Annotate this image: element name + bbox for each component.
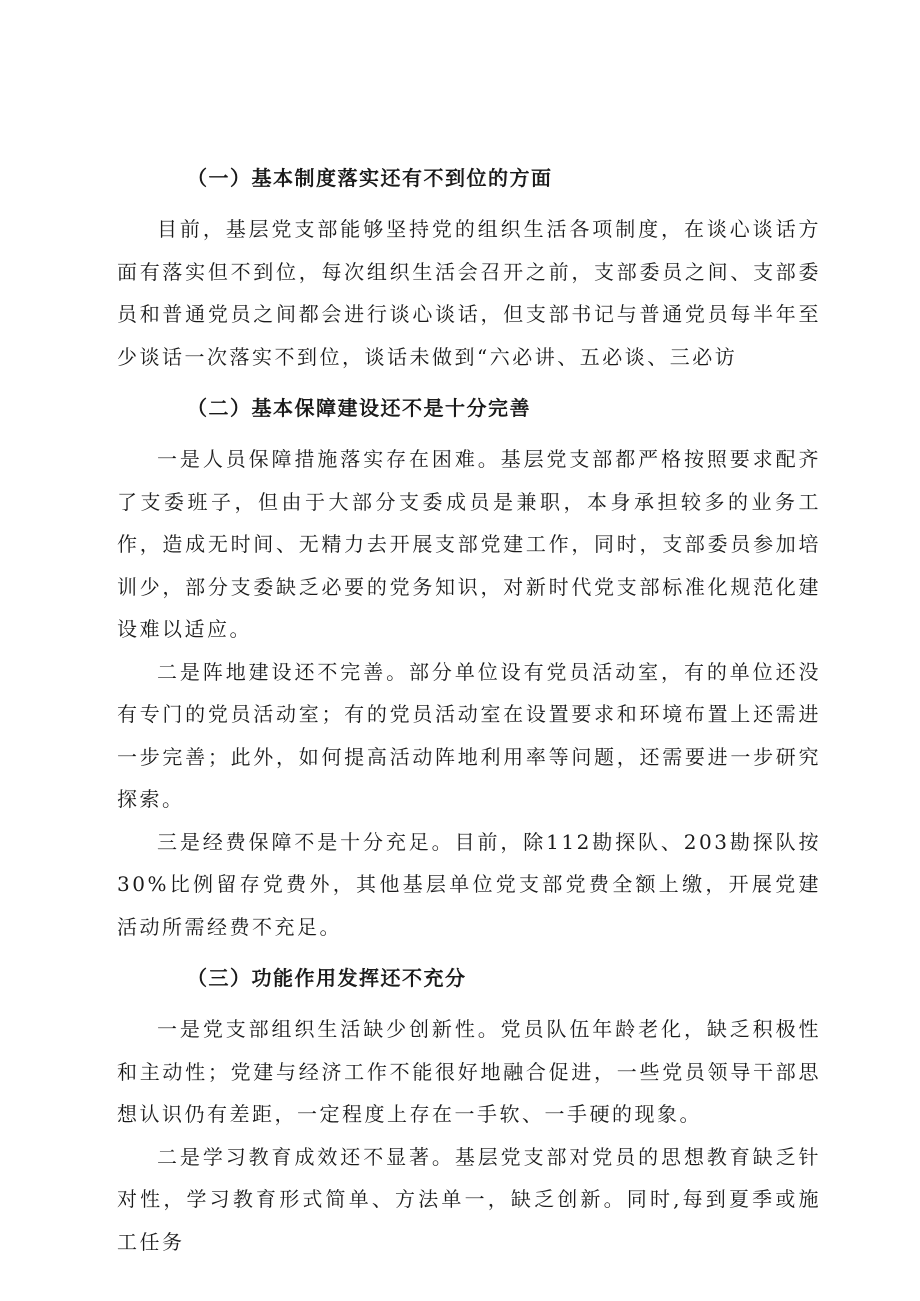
paragraph: 一是党支部组织生活缺少创新性。党员队伍年龄老化，缺乏积极性和主动性；党建与经济工作不能很好地融合促进，一些党员领导干部思想认识仍有差距，一定程度上存在一手软、一手硬的现象。	[117, 1017, 821, 1126]
section-heading-3: （三）功能作用发挥还不充分	[187, 966, 467, 990]
paragraph: 目前，基层党支部能够坚持党的组织生活各项制度，在谈心谈话方面有落实但不到位，每次组织生活会召开之前，支部委员之间、支部委员和普通党员之间都会进行谈心谈话，但支部书记与普通党员每半年至少谈话一次落实不到位，谈话未做到“六必讲、五必谈、三必访	[117, 217, 821, 369]
document-page	[117, 148, 821, 1263]
paragraph: 二是学习教育成效还不显著。基层党支部对党员的思想教育缺乏针对性，学习教育形式简单、方法单一，缺乏创新。同时,每到夏季或施工任务	[117, 1144, 821, 1254]
section-heading-1: （一）基本制度落实还有不到位的方面	[187, 166, 553, 190]
paragraph: 二是阵地建设还不完善。部分单位设有党员活动室，有的单位还没有专门的党员活动室；有的党员活动室在设置要求和环境布置上还需进一步完善；此外，如何提高活动阵地利用率等问题，还需要进一步研究探索。	[117, 659, 821, 811]
paragraph: 一是人员保障措施落实存在困难。基层党支部都严格按照要求配齐了支委班子，但由于大部分支委成员是兼职，本身承担较多的业务工作，造成无时间、无精力去开展支部党建工作，同时，支部委员参加培训少，部分支委缺乏必要的党务知识，对新时代党支部标准化规范化建设难以适应。	[117, 447, 821, 641]
paragraph: 三是经费保障不是十分充足。目前，除112勘探队、203勘探队按30%比例留存党费外，其他基层单位党支部党费全额上缴，开展党建活动所需经费不充足。	[117, 829, 821, 939]
section-heading-2: （二）基本保障建设还不是十分完善	[187, 396, 531, 420]
